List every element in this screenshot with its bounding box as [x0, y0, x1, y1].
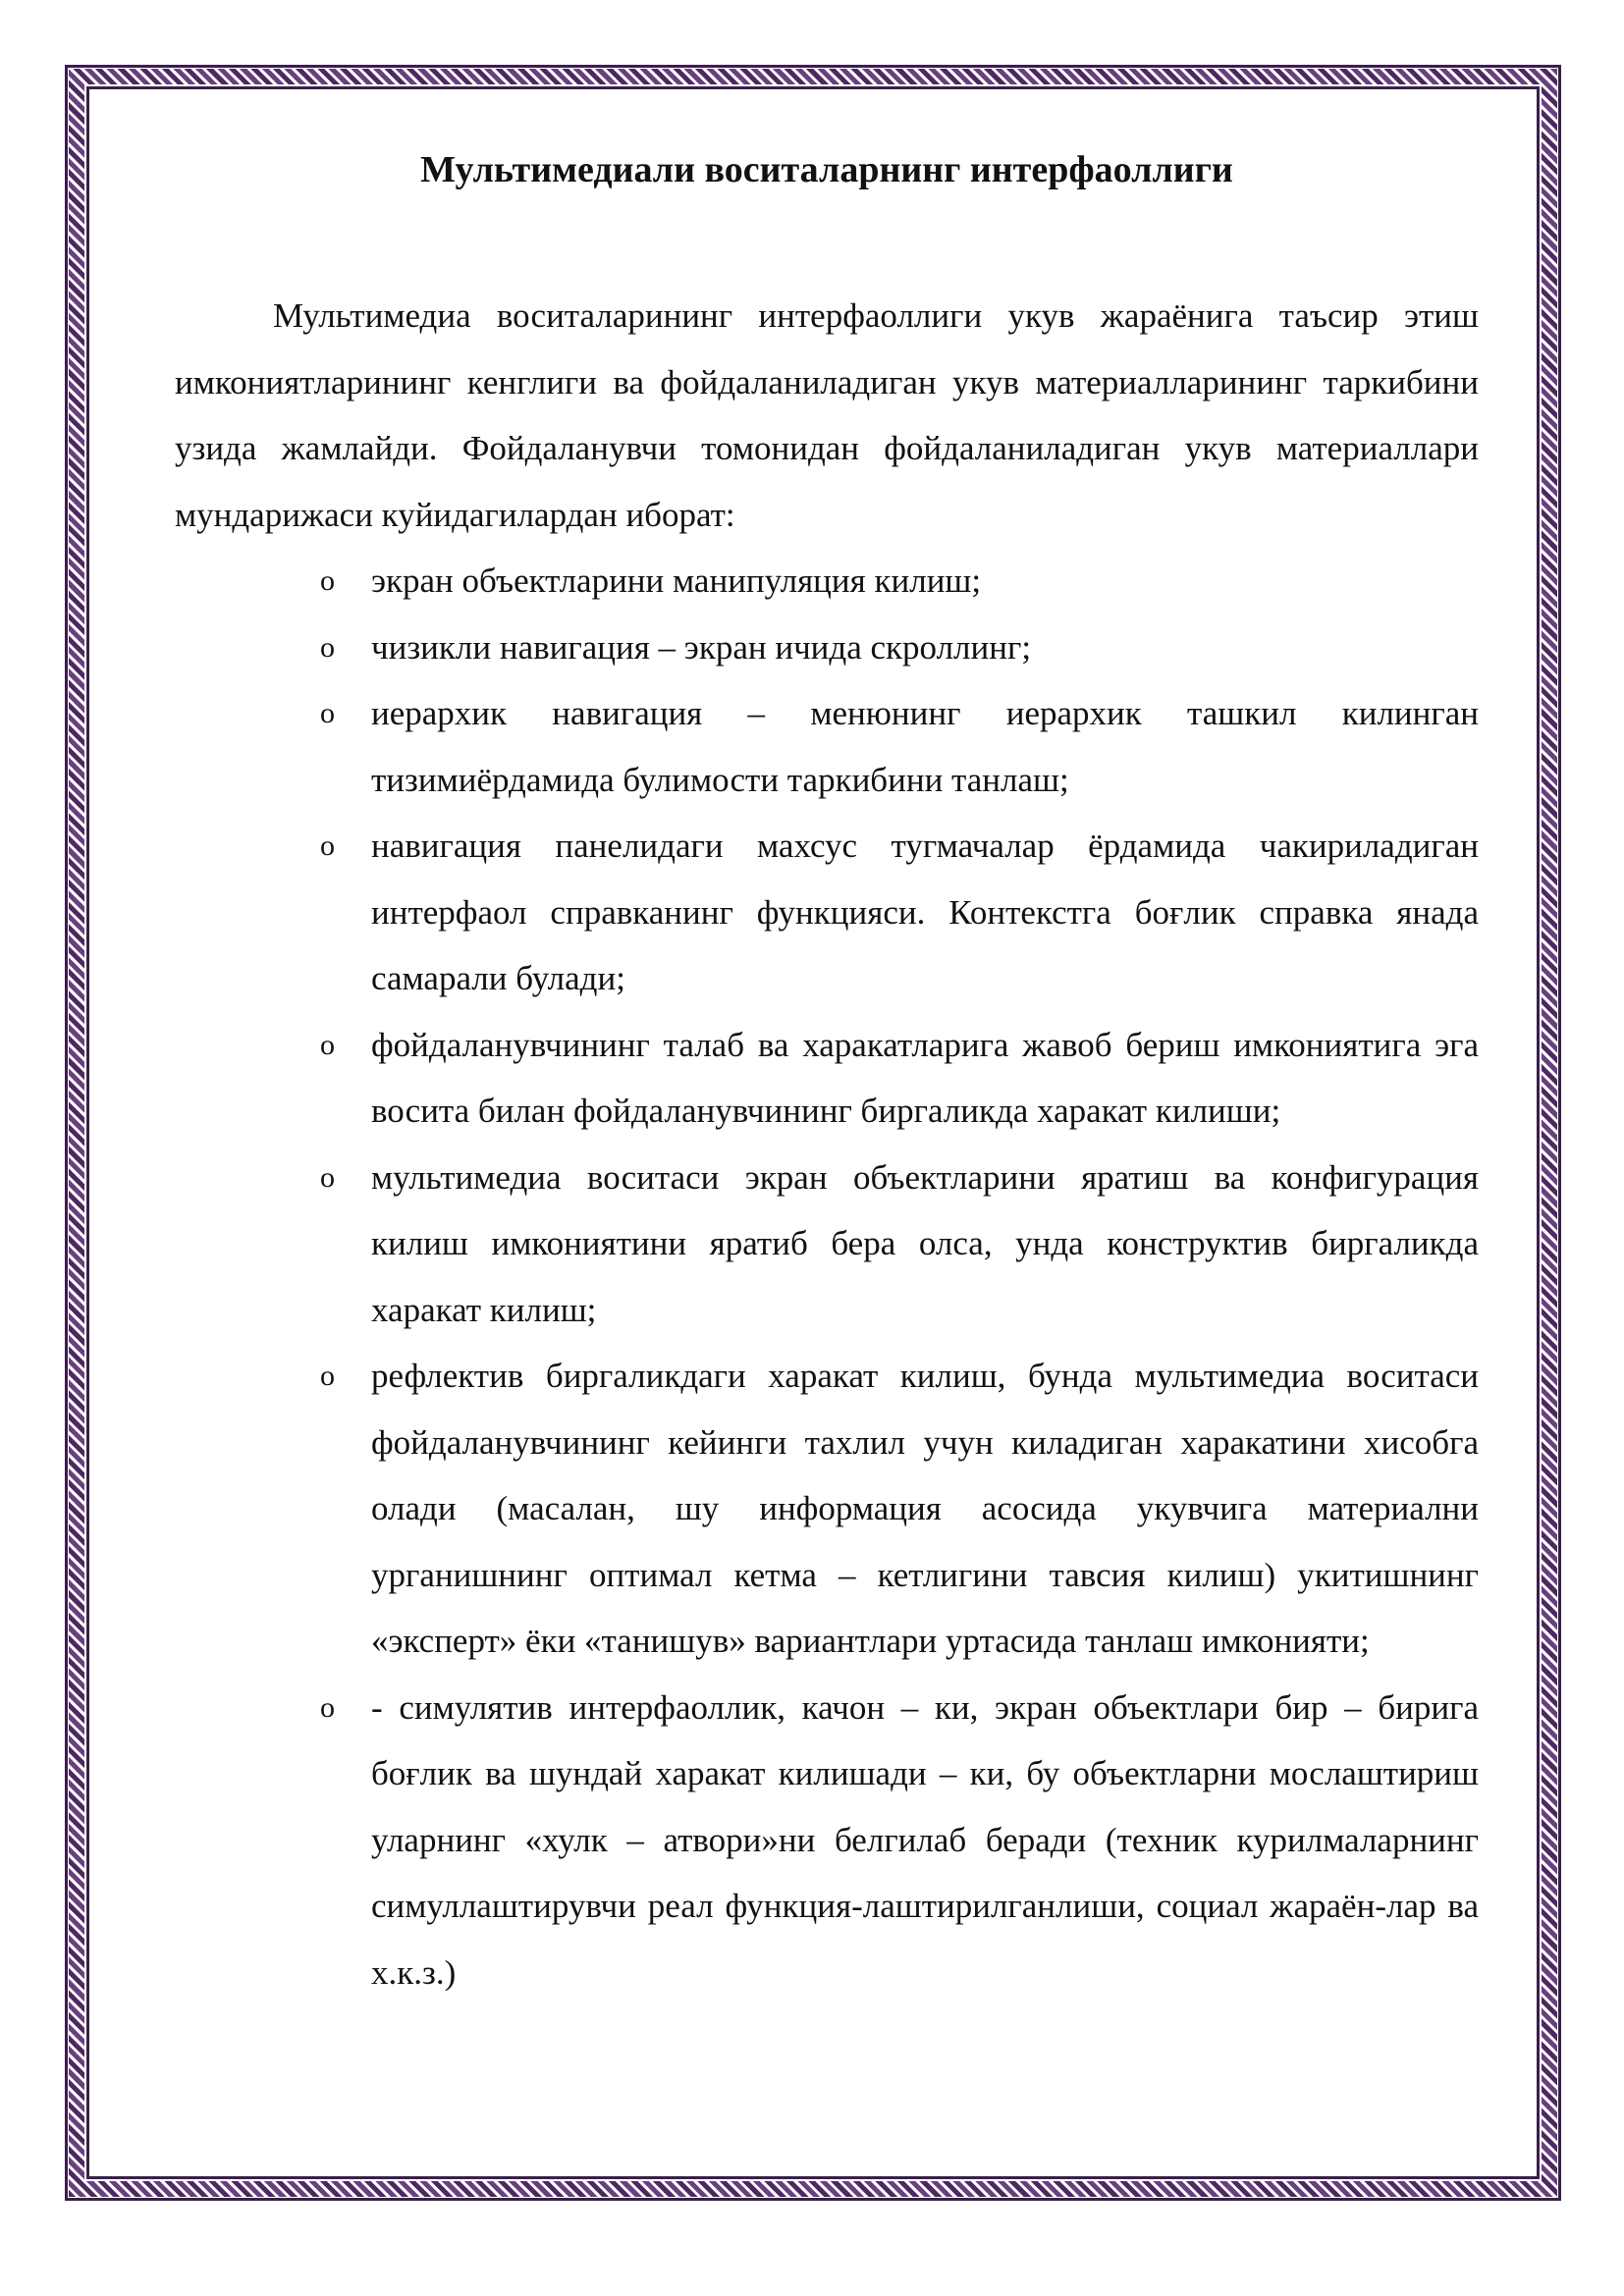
list-item-text: фойдаланувчининг талаб ва харакатларига жавоб бериш имкониятига эга восита билан фойдаланувчининг биргаликда харакат килиши;: [371, 1025, 1479, 1130]
list-item: [320, 1145, 1479, 1344]
bullet-icon: o: [320, 829, 335, 862]
list-item: [320, 680, 1479, 813]
list-item: [320, 1675, 1479, 2006]
list-item-text: - симулятив интерфаоллик, качон – ки, экран объектлари бир – бирига боғлик ва шундай харакат килишади – ки, бу объектларни мослаштириш уларнинг «хулк – атвори»ни белгилаб беради (техник курилмаларнинг симуллаштирувчи реал функция-лаштирилганлиши, социал жараён-лар ва х.к.з.): [371, 1687, 1479, 1992]
list-item-text: навигация панелидаги махсус тугмачалар ёрдамида чакириладиган интерфаол справканинг функцияси. Контекстга боғлик справка янада самарали булади;: [371, 827, 1479, 997]
list-item: [320, 1343, 1479, 1675]
list-item-text: иерархик навигация – менюнинг иерархик ташкил килинган тизимиёрдамида булимости таркибини танлаш;: [371, 694, 1479, 799]
bullet-icon: o: [320, 697, 335, 729]
bullet-icon: o: [320, 1690, 335, 1724]
intro-paragraph: Мультимедиа воситаларининг интерфаоллиги укув жараёнига таъсир этиш имкониятларининг кенглиги ва фойдаланиладиган укув материалларининг таркибини узида жамлайди. Фойдаланувчи томонидан фойдаланиладиган укув материаллари мундарижаси куйидагилардан иборат:: [175, 296, 1479, 534]
list-item-text: рефлектив биргаликдаги харакат килиш, бунда мультимедиа воситаси фойдаланувчининг кейинги тахлил учун киладиган харакатини хисобга олади (масалан, шу информация асосида укувчига материални урганишнинг оптимал кетма – кетлигини тавсия килиш) укитишнинг «эксперт» ёки «танишув» вариантлари уртасида танлаш имконияти;: [371, 1357, 1479, 1660]
list-item-text: чизикли навигация – экран ичида скроллинг;: [371, 627, 1032, 667]
bullet-icon: o: [320, 1028, 335, 1061]
list-item: [320, 614, 1479, 681]
bullet-icon: o: [320, 1160, 335, 1194]
list-item-text: мультимедиа воситаси экран объектларини яратиш ва конфигурация килиш имкониятини яратиб бера олса, унда конструктив биргаликда харакат килиш;: [371, 1157, 1479, 1329]
bullet-icon: o: [320, 564, 335, 597]
document-body: [175, 147, 1479, 2005]
document-title: Мультимедиали воситаларнинг интерфаоллиги: [420, 149, 1233, 190]
bullet-list: [175, 548, 1479, 2005]
list-item: [320, 548, 1479, 614]
bullet-icon: o: [320, 1360, 335, 1392]
bullet-icon: o: [320, 630, 335, 664]
list-item: [320, 813, 1479, 1012]
list-item-text: экран объектларини манипуляция килиш;: [371, 561, 982, 600]
list-item: [320, 1012, 1479, 1145]
